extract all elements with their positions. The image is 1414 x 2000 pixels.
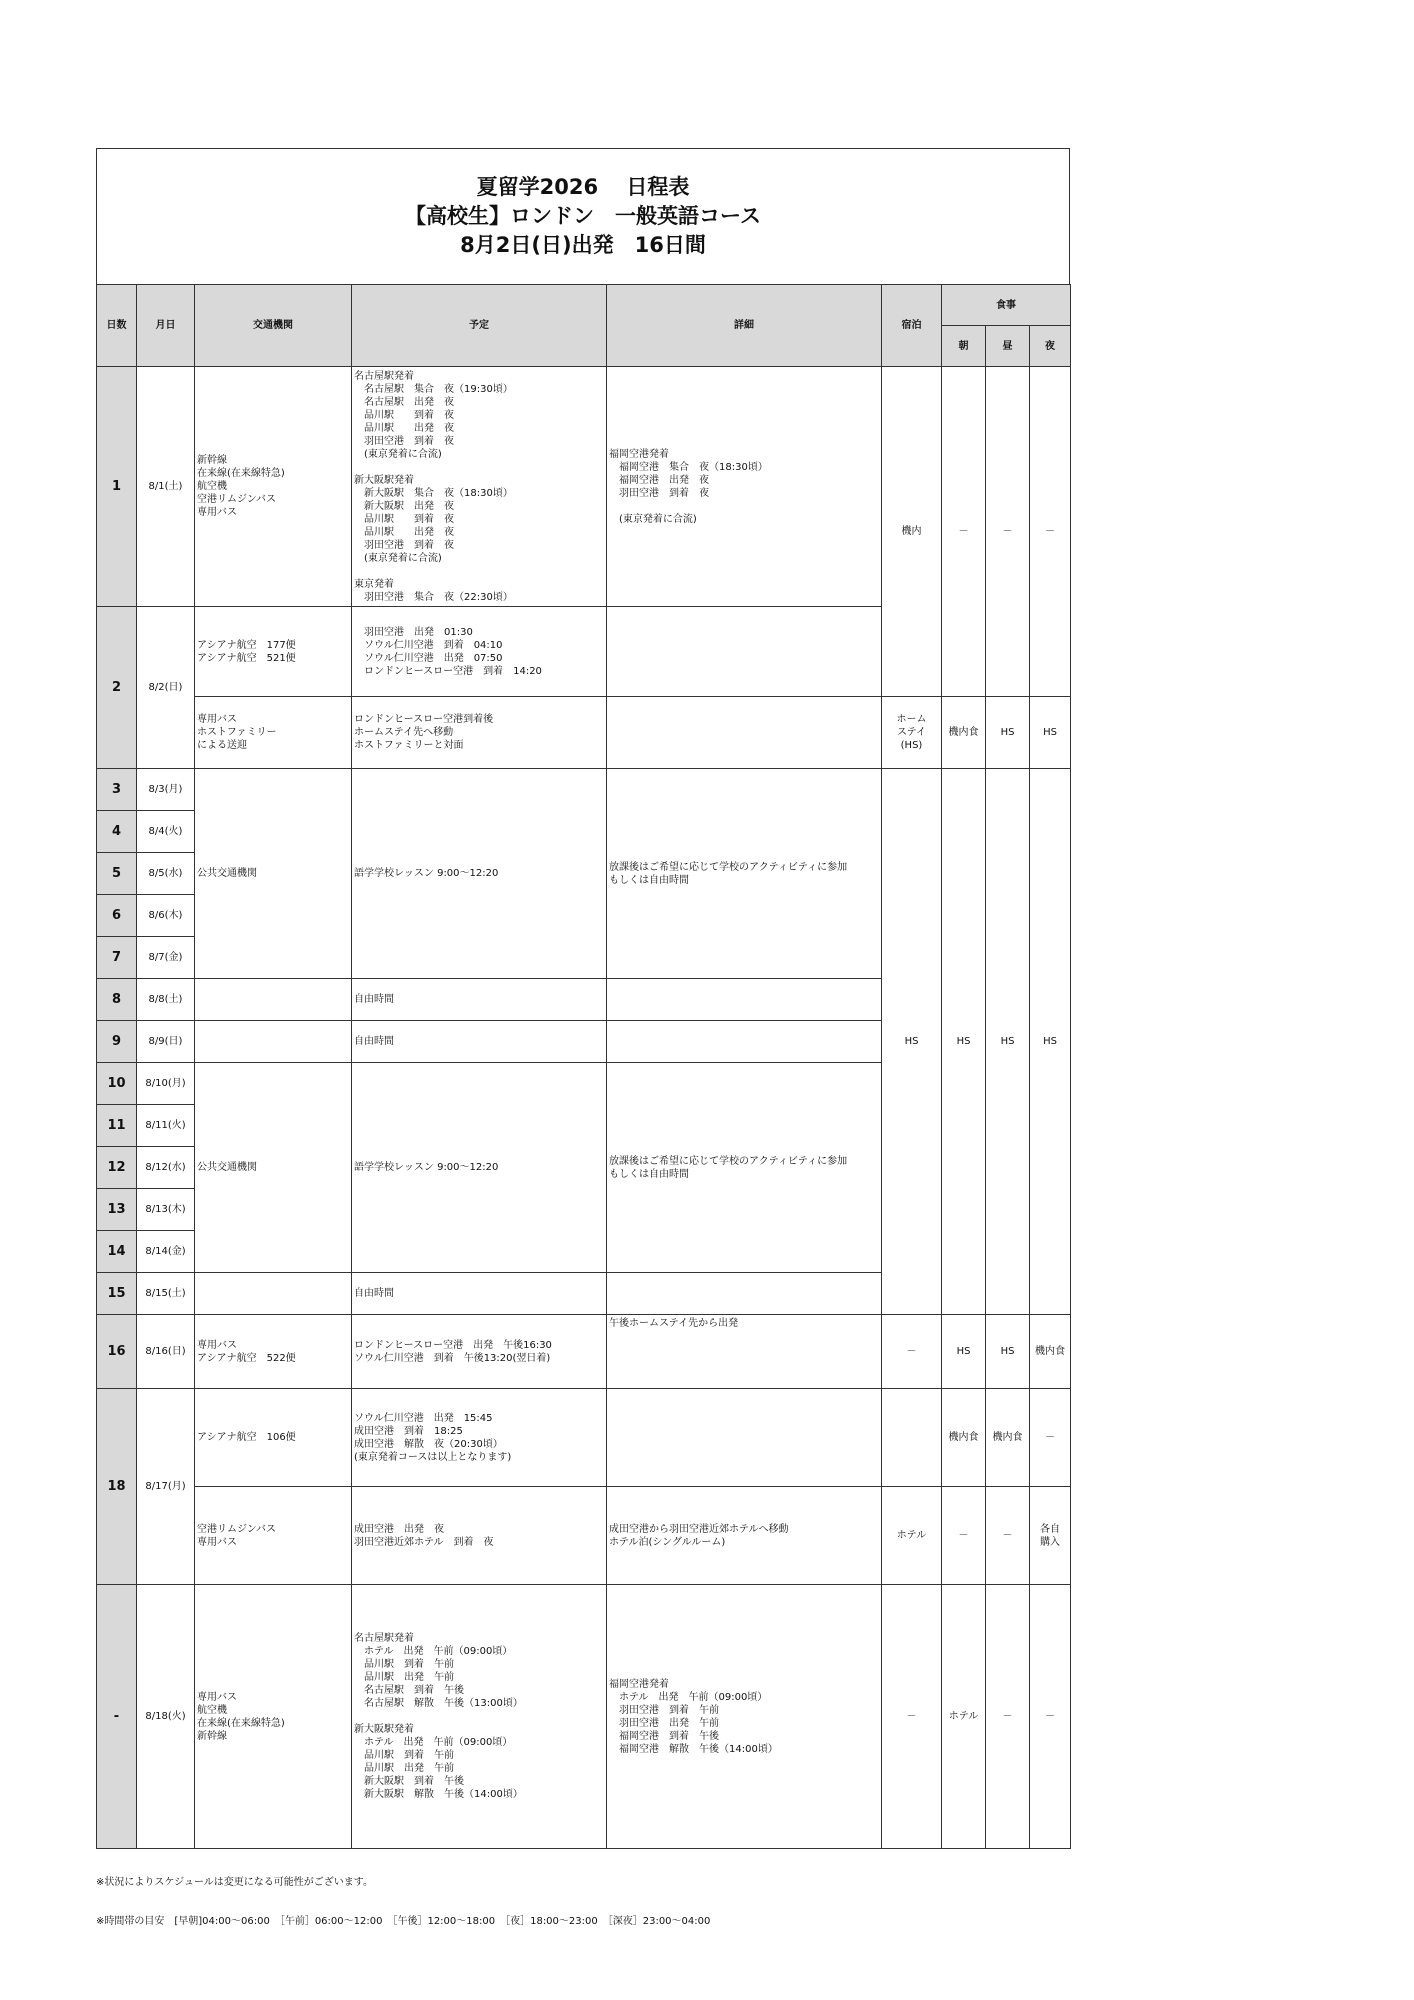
date-cell: 8/16(日)	[137, 1315, 195, 1389]
transport-cell	[195, 979, 352, 1021]
detail-cell: 福岡空港発着 ホテル 出発 午前（09:00頃） 羽田空港 到着 午前 羽田空港 出発 午前 福岡空港 到着 午後 福岡空港 解散 午後（14:00頃）	[607, 1585, 882, 1849]
plan-cell: ソウル仁川空港 出発 15:45 成田空港 到着 18:25 成田空港 解散 夜（20:30頃） (東京発着コースは以上となります)	[352, 1389, 607, 1487]
detail-cell: 成田空港から羽田空港近郊ホテルへ移動 ホテル泊(シングルルーム)	[607, 1487, 882, 1585]
breakfast-cell: －	[942, 367, 986, 697]
table-row	[97, 1585, 1071, 1849]
title-line-2: 【高校生】ロンドン 一般英語コース	[405, 204, 761, 228]
date-cell: 8/4(火)	[137, 811, 195, 853]
table-row	[97, 1389, 1071, 1487]
transport-cell: 公共交通機関	[195, 769, 352, 979]
footnote-2: ※時間帯の目安 [早朝]04:00～06:00 ［午前］06:00～12:00 ［午後］12:00～18:00 ［夜］18:00～23:00 ［深夜］23:00～04:00	[96, 1916, 711, 1927]
dinner-cell: －	[1030, 1585, 1071, 1849]
dinner-cell: HS	[1030, 697, 1071, 769]
day-number: 2	[97, 607, 137, 769]
plan-cell: 成田空港 出発 夜 羽田空港近郊ホテル 到着 夜	[352, 1487, 607, 1585]
day-number: 1	[97, 367, 137, 607]
title-block	[96, 148, 1070, 284]
header-stay: 宿泊	[882, 285, 942, 367]
footnotes	[96, 1850, 1070, 1954]
breakfast-cell: －	[942, 1487, 986, 1585]
header-dinner: 夜	[1030, 326, 1071, 367]
stay-cell: 機内	[882, 367, 942, 697]
day-number: 12	[97, 1147, 137, 1189]
breakfast-cell: HS	[942, 1315, 986, 1389]
detail-cell	[607, 1021, 882, 1063]
day-number: 8	[97, 979, 137, 1021]
stay-cell: ホテル	[882, 1487, 942, 1585]
plan-cell: 語学学校レッスン 9:00～12:20	[352, 769, 607, 979]
day-number: -	[97, 1585, 137, 1849]
detail-cell: 放課後はご希望に応じて学校のアクティビティに参加 もしくは自由時間	[607, 769, 882, 979]
date-cell: 8/9(日)	[137, 1021, 195, 1063]
stay-cell	[882, 1389, 942, 1487]
date-cell: 8/8(土)	[137, 979, 195, 1021]
plan-cell: 語学学校レッスン 9:00～12:20	[352, 1063, 607, 1273]
transport-cell: 専用バス アシアナ航空 522便	[195, 1315, 352, 1389]
day-number: 16	[97, 1315, 137, 1389]
plan-cell: 自由時間	[352, 1273, 607, 1315]
date-cell: 8/1(土)	[137, 367, 195, 607]
date-cell: 8/17(月)	[137, 1389, 195, 1585]
date-cell: 8/11(火)	[137, 1105, 195, 1147]
dinner-cell: －	[1030, 1389, 1071, 1487]
date-cell: 8/14(金)	[137, 1231, 195, 1273]
footnote-1: ※状況によりスケジュールは変更になる可能性がございます。	[96, 1877, 373, 1888]
lunch-cell: HS	[986, 697, 1030, 769]
detail-cell	[607, 1389, 882, 1487]
header-transport: 交通機関	[195, 285, 352, 367]
day-number: 14	[97, 1231, 137, 1273]
header-breakfast: 朝	[942, 326, 986, 367]
dinner-cell: －	[1030, 367, 1071, 697]
table-row	[97, 1315, 1071, 1389]
breakfast-cell: ホテル	[942, 1585, 986, 1849]
day-number: 11	[97, 1105, 137, 1147]
table-row	[97, 697, 1071, 769]
stay-cell: HS	[882, 769, 942, 1315]
lunch-cell: －	[986, 1487, 1030, 1585]
schedule-table	[96, 284, 1071, 1849]
day-number: 5	[97, 853, 137, 895]
plan-cell: 自由時間	[352, 1021, 607, 1063]
transport-cell: 専用バス 航空機 在来線(在来線特急) 新幹線	[195, 1585, 352, 1849]
transport-cell: アシアナ航空 106便	[195, 1389, 352, 1487]
transport-cell: アシアナ航空 177便 アシアナ航空 521便	[195, 607, 352, 697]
day-number: 18	[97, 1389, 137, 1585]
dinner-cell: HS	[1030, 769, 1071, 1315]
plan-cell: 羽田空港 出発 01:30 ソウル仁川空港 到着 04:10 ソウル仁川空港 出発 07:50 ロンドンヒースロー空港 到着 14:20	[352, 607, 607, 697]
transport-cell	[195, 1273, 352, 1315]
day-number: 3	[97, 769, 137, 811]
transport-cell: 空港リムジンバス 専用バス	[195, 1487, 352, 1585]
header-meals: 食事	[942, 285, 1071, 326]
stay-cell: －	[882, 1315, 942, 1389]
detail-cell: 福岡空港発着 福岡空港 集合 夜（18:30頃） 福岡空港 出発 夜 羽田空港 到着 夜 (東京発着に合流)	[607, 367, 882, 607]
day-number: 4	[97, 811, 137, 853]
plan-cell: 自由時間	[352, 979, 607, 1021]
transport-cell: 公共交通機関	[195, 1063, 352, 1273]
date-cell: 8/7(金)	[137, 937, 195, 979]
header-plan: 予定	[352, 285, 607, 367]
dinner-cell: 機内食	[1030, 1315, 1071, 1389]
schedule-sheet	[96, 148, 1070, 1954]
plan-cell: ロンドンヒースロー空港 出発 午後16:30 ソウル仁川空港 到着 午後13:20(翌日着)	[352, 1315, 607, 1389]
table-row	[97, 769, 1071, 811]
lunch-cell: HS	[986, 769, 1030, 1315]
stay-cell: ホーム ステイ (HS)	[882, 697, 942, 769]
day-number: 10	[97, 1063, 137, 1105]
date-cell: 8/5(水)	[137, 853, 195, 895]
date-cell: 8/18(火)	[137, 1585, 195, 1849]
day-number: 6	[97, 895, 137, 937]
date-cell: 8/10(月)	[137, 1063, 195, 1105]
date-cell: 8/6(木)	[137, 895, 195, 937]
header-lunch: 昼	[986, 326, 1030, 367]
breakfast-cell: 機内食	[942, 697, 986, 769]
day-number: 9	[97, 1021, 137, 1063]
detail-cell	[607, 979, 882, 1021]
title-line-1: 夏留学2026 日程表	[476, 175, 690, 199]
plan-cell: 名古屋駅発着 名古屋駅 集合 夜（19:30頃） 名古屋駅 出発 夜 品川駅 到着 夜 品川駅 出発 夜 羽田空港 到着 夜 (東京発着に合流) 新大阪駅発着 新大阪駅 集合 夜（18:30頃） 新大阪駅 出発 夜 品川駅 到着 夜 品川駅 出発 夜 羽田空港 到着 夜 (東京発着に合流) 東京発着 羽田空港 集合 夜（22:30頃）	[352, 367, 607, 607]
date-cell: 8/13(木)	[137, 1189, 195, 1231]
header-day: 日数	[97, 285, 137, 367]
date-cell: 8/12(水)	[137, 1147, 195, 1189]
transport-cell: 専用バス ホストファミリー による送迎	[195, 697, 352, 769]
lunch-cell: －	[986, 367, 1030, 697]
breakfast-cell: 機内食	[942, 1389, 986, 1487]
date-cell: 8/2(日)	[137, 607, 195, 769]
detail-cell	[607, 607, 882, 697]
title-line-3: 8月2日(日)出発 16日間	[460, 233, 706, 257]
dinner-cell: 各自 購入	[1030, 1487, 1071, 1585]
day-number: 13	[97, 1189, 137, 1231]
day-number: 7	[97, 937, 137, 979]
header-date: 月日	[137, 285, 195, 367]
breakfast-cell: HS	[942, 769, 986, 1315]
detail-cell: 午後ホームステイ先から出発	[607, 1315, 882, 1389]
date-cell: 8/3(月)	[137, 769, 195, 811]
lunch-cell: 機内食	[986, 1389, 1030, 1487]
table-row	[97, 1487, 1071, 1585]
detail-cell: 放課後はご希望に応じて学校のアクティビティに参加 もしくは自由時間	[607, 1063, 882, 1273]
transport-cell	[195, 1021, 352, 1063]
header-detail: 詳細	[607, 285, 882, 367]
detail-cell	[607, 697, 882, 769]
day-number: 15	[97, 1273, 137, 1315]
stay-cell: －	[882, 1585, 942, 1849]
detail-cell	[607, 1273, 882, 1315]
lunch-cell: HS	[986, 1315, 1030, 1389]
table-row	[97, 367, 1071, 607]
lunch-cell: －	[986, 1585, 1030, 1849]
transport-cell: 新幹線 在来線(在来線特急) 航空機 空港リムジンバス 専用バス	[195, 367, 352, 607]
plan-cell: ロンドンヒースロー空港到着後 ホームステイ先へ移動 ホストファミリーと対面	[352, 697, 607, 769]
plan-cell: 名古屋駅発着 ホテル 出発 午前（09:00頃） 品川駅 到着 午前 品川駅 出発 午前 名古屋駅 到着 午後 名古屋駅 解散 午後（13:00頃） 新大阪駅発着 ホテル 出発 午前（09:00頃） 品川駅 到着 午前 品川駅 出発 午前 新大阪駅 到着 午後 新大阪駅 解散 午後（14:00頃）	[352, 1585, 607, 1849]
date-cell: 8/15(土)	[137, 1273, 195, 1315]
